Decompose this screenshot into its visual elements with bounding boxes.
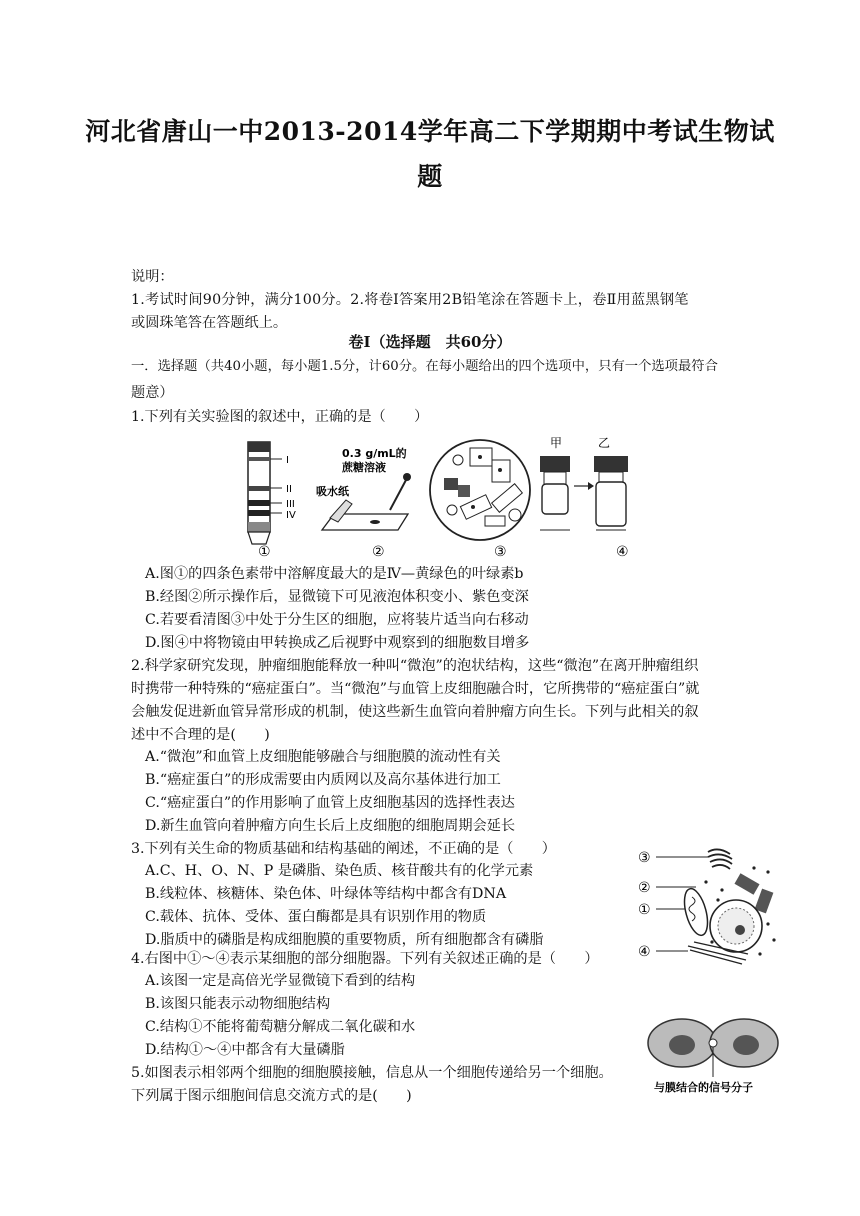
jia-label: 甲 xyxy=(550,436,563,450)
note-line-1: 1.考试时间90分钟，满分100分。2.将卷Ⅰ答案用2B铅笔涂在答题卡上，卷Ⅱ用蓝黑钢笔 xyxy=(131,292,689,308)
q1-option-b: B.经图②所示操作后，显微镜下可见液泡体积变小、紫色变深 xyxy=(145,589,529,605)
q3-option-b: B.线粒体、核糖体、染色体、叶绿体等结构中都含有DNA xyxy=(145,886,507,902)
q4-option-a: A.该图一定是高倍光学显微镜下看到的结构 xyxy=(145,973,416,989)
q5-line-2: 下列属于图示细胞间信息交流方式的是( ) xyxy=(131,1088,412,1104)
instruction-line-1: 一．选择题（共40小题，每小题1.5分，计60分。在每小题给出的四个选项中，只有一个选项最符合 xyxy=(131,359,718,374)
q2-option-c: C.“癌症蛋白”的作用影响了血管上皮细胞基因的选择性表达 xyxy=(145,795,515,811)
q1-stem: 1.下列有关实验图的叙述中，正确的是（ ） xyxy=(131,409,429,425)
band-label-2: II xyxy=(286,484,292,495)
page-title: 河北省唐山一中2013-2014学年高二下学期期中考试生物试 xyxy=(85,117,775,146)
q4-cell-figure xyxy=(636,842,786,972)
q3-option-a: A.C、H、O、N、P 是磷脂、染色质、核苷酸共有的化学元素 xyxy=(145,863,534,879)
q1-figure xyxy=(230,430,650,560)
note-line-2: 或圆珠笔答在答题纸上。 xyxy=(131,315,288,331)
band-label-4: IV xyxy=(286,510,296,521)
sucrose-label-1: 0.3 g/mL的 xyxy=(342,447,407,460)
q2-line-4: 述中不合理的是( ) xyxy=(131,727,270,743)
q2-option-d: D.新生血管向着肿瘤方向生长后上皮细胞的细胞周期会延长 xyxy=(145,818,516,834)
microscope-field-diagram xyxy=(430,440,530,540)
fig-number-1: ① xyxy=(258,544,271,560)
sucrose-label-2: 蔗糖溶液 xyxy=(342,461,386,474)
fig-number-4: ④ xyxy=(616,544,629,560)
chromatography-strip-diagram xyxy=(248,442,296,544)
organelle-label-1: ① xyxy=(638,902,651,918)
q2-option-b: B.“癌症蛋白”的形成需要由内质网以及高尔基体进行加工 xyxy=(145,772,501,788)
q5-line-1: 5.如图表示相邻两个细胞的细胞膜接触，信息从一个细胞传递给另一个细胞。 xyxy=(131,1065,613,1081)
q3-option-d: D.脂质中的磷脂是构成细胞膜的重要物质，所有细胞都含有磷脂 xyxy=(145,932,544,948)
fig-number-3: ③ xyxy=(494,544,507,560)
objective-lens-diagram xyxy=(540,436,628,530)
q4-option-c: C.结构①不能将葡萄糖分解成二氧化碳和水 xyxy=(145,1019,416,1035)
q2-line-1: 2.科学家研究发现，肿瘤细胞能释放一种叫“微泡”的泡状结构，这些“微泡”在离开肿瘤组织 xyxy=(131,658,699,674)
note-heading: 说明： xyxy=(131,269,174,285)
band-label-1: I xyxy=(286,455,289,466)
fig-number-2: ② xyxy=(372,544,385,560)
q1-option-d: D.图④中将物镜由甲转换成乙后视野中观察到的细胞数目增多 xyxy=(145,635,530,651)
q3-option-c: C.载体、抗体、受体、蛋白酶都是具有识别作用的物质 xyxy=(145,909,487,925)
organelle-label-2: ② xyxy=(638,880,651,896)
q5-cell-contact-figure xyxy=(640,1015,790,1105)
signal-molecule-label: 与膜结合的信号分子 xyxy=(654,1081,753,1094)
instruction-line-2: 题意） xyxy=(131,385,174,401)
paper-label: 吸水纸 xyxy=(316,485,349,498)
slide-sucrose-diagram xyxy=(316,446,411,530)
band-label-3: III xyxy=(286,499,295,510)
q4-option-b: B.该图只能表示动物细胞结构 xyxy=(145,996,331,1012)
organelle-label-4: ④ xyxy=(638,944,651,960)
q2-option-a: A.“微泡”和血管上皮细胞能够融合与细胞膜的流动性有关 xyxy=(145,749,501,765)
q2-line-3: 会触发促进新血管异常形成的机制，使这些新生血管向着肿瘤方向生长。下列与此相关的叙 xyxy=(131,704,699,720)
q4-option-d: D.结构①～④中都含有大量磷脂 xyxy=(145,1042,345,1058)
q1-option-a: A.图①的四条色素带中溶解度最大的是Ⅳ—黄绿色的叶绿素b xyxy=(145,566,524,582)
section-heading: 卷Ⅰ（选择题 共60分） xyxy=(348,333,512,351)
q1-option-c: C.若要看清图③中处于分生区的细胞，应将装片适当向右移动 xyxy=(145,612,529,628)
q2-line-2: 时携带一种特殊的“癌症蛋白”。当“微泡”与血管上皮细胞融合时，它所携带的“癌症蛋白”就 xyxy=(131,681,700,697)
q4-stem: 4.右图中①～④表示某细胞的部分细胞器。下列有关叙述正确的是（ ） xyxy=(131,951,599,967)
q3-stem: 3.下列有关生命的物质基础和结构基础的阐述，不正确的是（ ） xyxy=(131,841,556,857)
organelle-label-3: ③ xyxy=(638,850,651,866)
page-title-cont: 题 xyxy=(417,162,443,191)
yi-label: 乙 xyxy=(598,436,611,450)
